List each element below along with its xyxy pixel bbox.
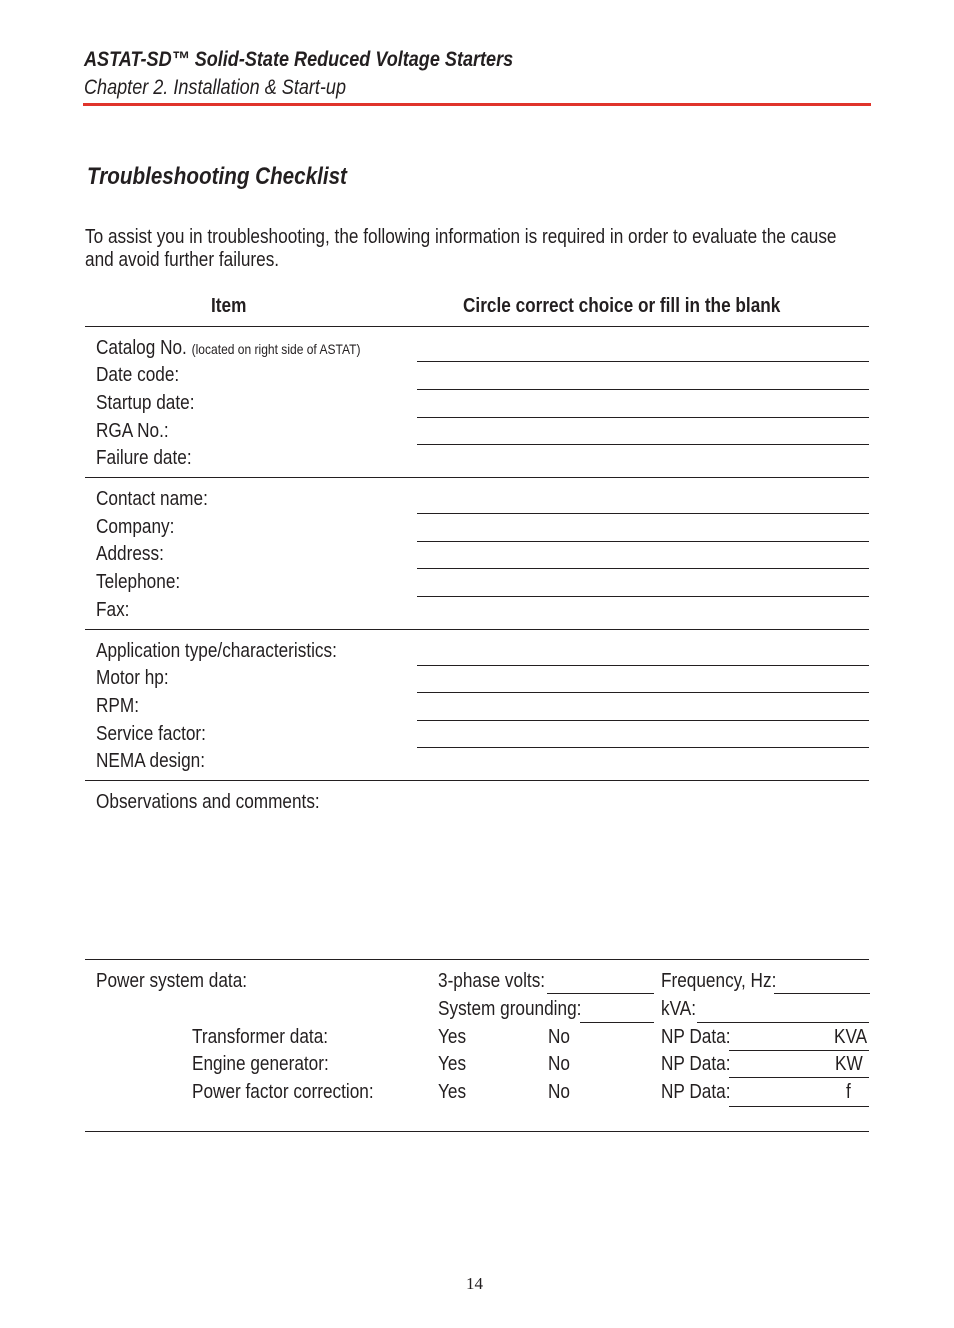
service-factor-label: Service factor: (96, 723, 206, 745)
address-field[interactable] (417, 568, 869, 569)
motor-hp-label: Motor hp: (96, 667, 169, 689)
transformer-np-data-field[interactable] (729, 1050, 869, 1051)
chapter-title: Chapter 2. Installation & Start-up (84, 76, 347, 99)
fax-label: Fax: (96, 599, 130, 621)
contact-name-label: Contact name: (96, 488, 208, 510)
page-number: 14 (466, 1274, 483, 1293)
volts-label: 3-phase volts: (438, 970, 546, 992)
pfc-np-data-field[interactable] (729, 1106, 869, 1107)
frequency-field[interactable] (774, 993, 870, 994)
catalog-label-text: Catalog No. (96, 337, 187, 359)
table-header-rule (85, 326, 869, 327)
column-header-choice: Circle correct choice or fill in the blank (463, 295, 781, 317)
company-field[interactable] (417, 541, 869, 542)
unit-kw: KW (835, 1053, 863, 1075)
kva-label: kVA: (661, 998, 697, 1020)
rga-label: RGA No.: (96, 420, 169, 442)
catalog-field[interactable] (417, 361, 869, 362)
catalog-note: (located on right side of ASTAT) (191, 341, 361, 357)
unit-kva: KVA (834, 1026, 868, 1048)
pfc-no-option[interactable]: No (548, 1081, 570, 1103)
transformer-label: Transformer data: (192, 1026, 329, 1048)
grounding-label: System grounding: (438, 998, 582, 1020)
motor-hp-field[interactable] (417, 692, 869, 693)
date-code-label: Date code: (96, 364, 180, 386)
telephone-field[interactable] (417, 596, 869, 597)
rga-field[interactable] (417, 444, 869, 445)
pfc-yes-option[interactable]: Yes (438, 1081, 467, 1103)
observations-label: Observations and comments: (96, 791, 320, 813)
company-label: Company: (96, 516, 175, 538)
group-divider (85, 629, 869, 630)
intro-paragraph: To assist you in troubleshooting, the following information is required in order to evaluate the cause and avoid further failures. (85, 226, 837, 271)
address-label: Address: (96, 543, 164, 565)
catalog-label (96, 337, 360, 360)
nema-design-label: NEMA design: (96, 750, 205, 772)
pfc-np-data-label: NP Data: (661, 1081, 731, 1103)
section-title: Troubleshooting Checklist (87, 163, 347, 190)
startup-date-field[interactable] (417, 417, 869, 418)
service-factor-field[interactable] (417, 747, 869, 748)
observations-bottom-rule (85, 959, 869, 960)
group-divider (85, 780, 869, 781)
startup-date-label: Startup date: (96, 392, 195, 414)
header-rule (83, 103, 871, 106)
application-field[interactable] (417, 665, 869, 666)
application-label: Application type/characteristics: (96, 640, 337, 662)
failure-date-label: Failure date: (96, 447, 192, 469)
transformer-yes-option[interactable]: Yes (438, 1026, 467, 1048)
frequency-label: Frequency, Hz: (661, 970, 777, 992)
engine-np-data-field[interactable] (729, 1077, 869, 1078)
engine-generator-label: Engine generator: (192, 1053, 329, 1075)
rpm-field[interactable] (417, 720, 869, 721)
telephone-label: Telephone: (96, 571, 181, 593)
rpm-label: RPM: (96, 695, 139, 717)
pfc-label: Power factor correction: (192, 1081, 374, 1103)
kva-field[interactable] (697, 1022, 869, 1023)
unit-f: f (846, 1081, 851, 1103)
transformer-np-data-label: NP Data: (661, 1026, 731, 1048)
group-divider (85, 477, 869, 478)
date-code-field[interactable] (417, 389, 869, 390)
power-system-label: Power system data: (96, 970, 248, 992)
power-bottom-rule (85, 1131, 869, 1132)
transformer-no-option[interactable]: No (548, 1026, 570, 1048)
engine-yes-option[interactable]: Yes (438, 1053, 467, 1075)
engine-np-data-label: NP Data: (661, 1053, 731, 1075)
grounding-field[interactable] (580, 1022, 654, 1023)
engine-no-option[interactable]: No (548, 1053, 570, 1075)
volts-field[interactable] (547, 993, 654, 994)
document-title: ASTAT-SD™ Solid-State Reduced Voltage Starters (84, 48, 514, 71)
column-header-item: Item (211, 295, 247, 317)
contact-name-field[interactable] (417, 513, 869, 514)
